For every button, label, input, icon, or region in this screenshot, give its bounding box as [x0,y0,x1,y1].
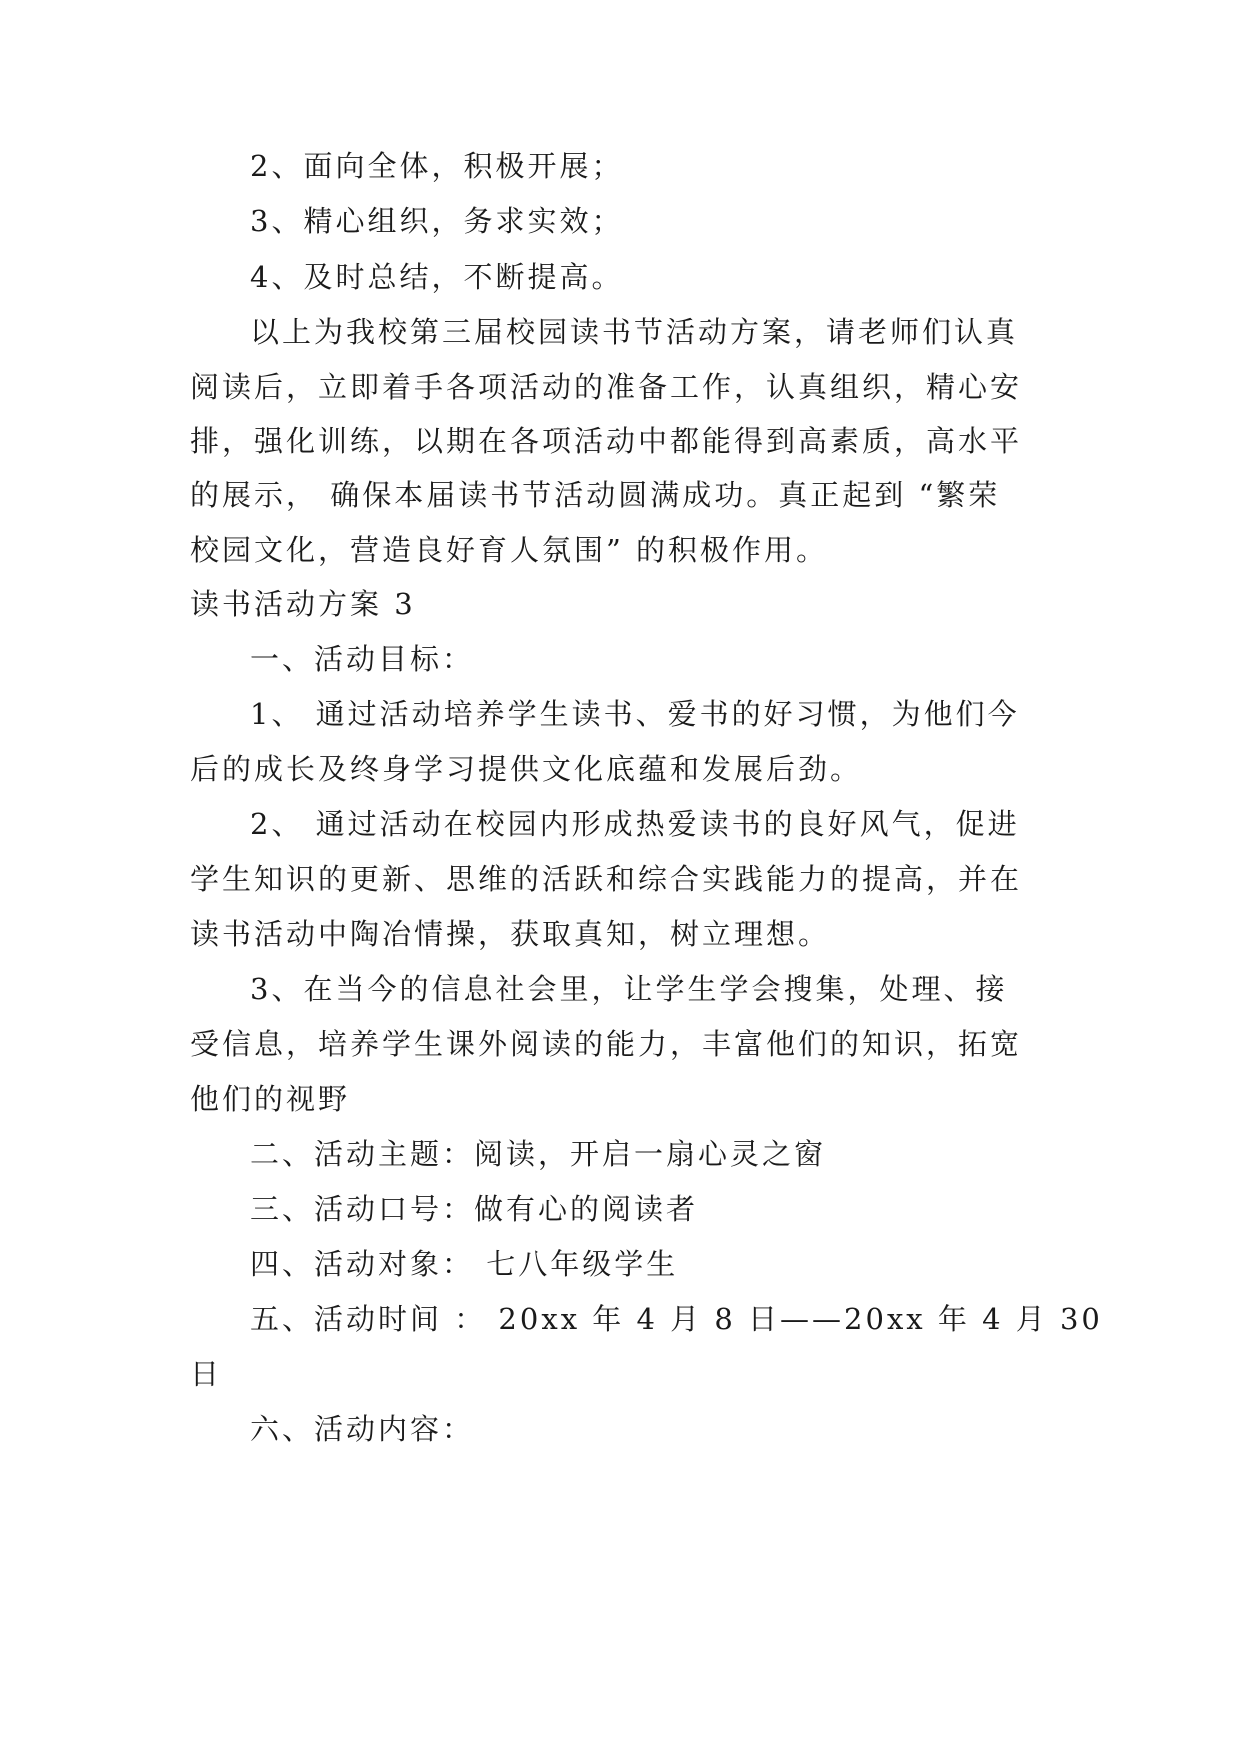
goal-1-line-1: 1、 通过活动培养学生读书、爱书的好习惯，为他们今 [250,697,1020,731]
closing-paragraph-line-4: 的展示， 确保本届读书节活动圆满成功。真正起到 “繁荣 [190,478,1001,512]
closing-paragraph-line-3: 排，强化训练，以期在各项活动中都能得到高素质，高水平 [190,424,1023,458]
activity-slogan: 三、活动口号：做有心的阅读者 [250,1192,699,1226]
goal-2-line-1: 2、 通过活动在校园内形成热爱读书的良好风气，促进 [250,807,1020,841]
activity-content-heading: 六、活动内容： [250,1412,475,1446]
goal-3-line-1: 3、在当今的信息社会里，让学生学会搜集，处理、接 [250,972,1008,1006]
goals-heading: 一、活动目标： [250,642,475,676]
principle-item-3: 3、精心组织，务求实效； [250,204,624,238]
activity-time-line-1: 五、活动时间 ： 20xx 年 4 月 8 日——20xx 年 4 月 30 [250,1302,1103,1336]
goal-3-line-2: 受信息，培养学生课外阅读的能力，丰富他们的知识，拓宽 [190,1027,1023,1061]
activity-audience: 四、活动对象： 七八年级学生 [250,1247,679,1281]
section-title: 读书活动方案 3 [190,587,416,621]
closing-paragraph-line-1: 以上为我校第三届校园读书节活动方案，请老师们认真 [250,315,1019,349]
activity-theme: 二、活动主题：阅读，开启一扇心灵之窗 [250,1137,827,1171]
goal-2-line-2: 学生知识的更新、思维的活跃和综合实践能力的提高，并在 [190,862,1023,896]
closing-paragraph-line-2: 阅读后，立即着手各项活动的准备工作，认真组织，精心安 [190,370,1023,404]
activity-time-line-2: 日 [190,1357,223,1391]
closing-paragraph-line-5: 校园文化，营造良好育人氛围” 的积极作用。 [190,533,829,567]
principle-item-2: 2、面向全体，积极开展； [250,149,624,183]
goal-1-line-2: 后的成长及终身学习提供文化底蕴和发展后劲。 [190,752,863,786]
goal-3-line-3: 他们的视野 [190,1082,351,1116]
principle-item-4: 4、及时总结，不断提高。 [250,260,624,294]
goal-2-line-3: 读书活动中陶冶情操，获取真知，树立理想。 [190,917,831,951]
